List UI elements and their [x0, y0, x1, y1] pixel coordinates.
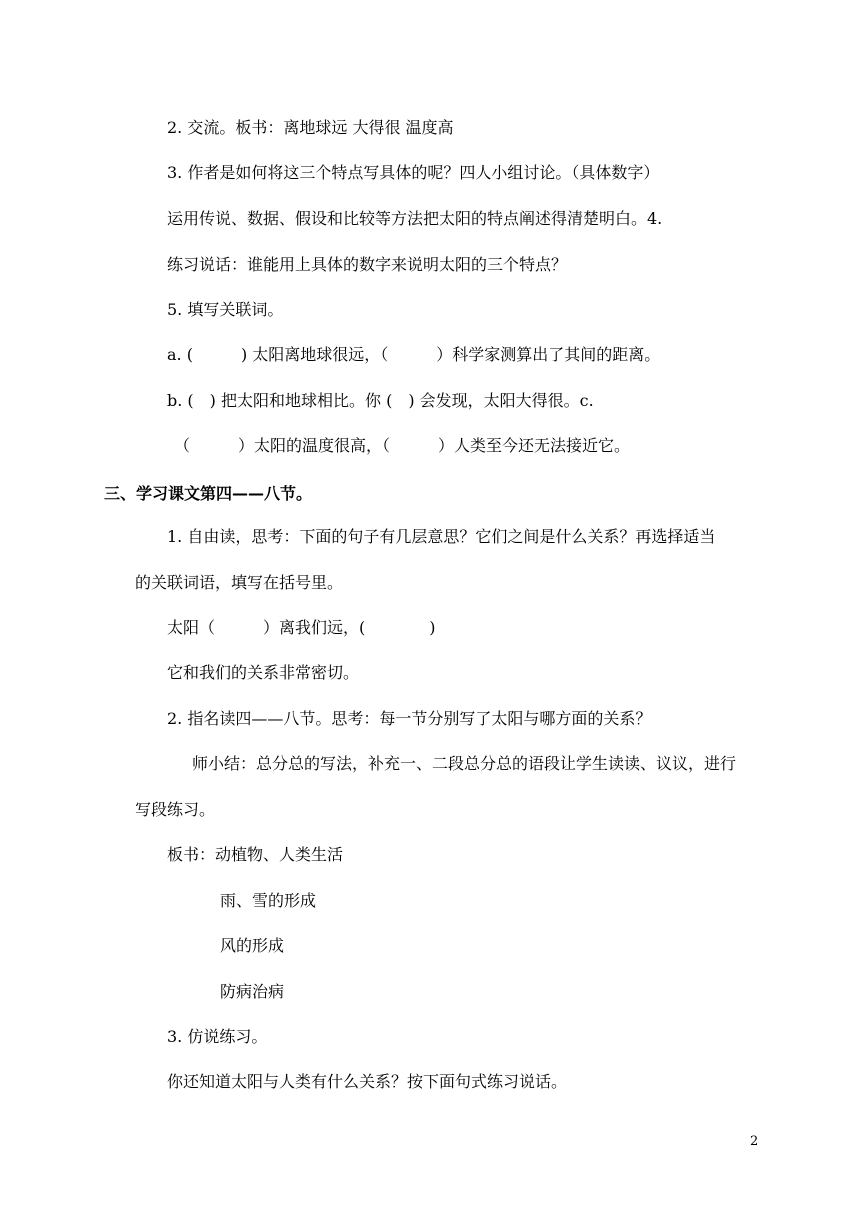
text-line: 板书：动植物、人类生活	[167, 845, 344, 864]
text-line: 1. 自由读，思考：下面的句子有几层意思？它们之间是什么关系？再选择适当	[167, 527, 716, 546]
text-line: （ ）太阳的温度很高，（ ）人类至今还无法接近它。	[174, 436, 631, 455]
text-line: 太阳（ ）离我们远，( )	[167, 618, 436, 637]
text-line: 2. 交流。板书：离地球远 大得很 温度高	[167, 118, 454, 137]
text-line: 你还知道太阳与人类有什么关系？按下面句式练习说话。	[167, 1072, 568, 1091]
text-line: 练习说话：谁能用上具体的数字来说明太阳的三个特点？	[167, 255, 568, 274]
text-line: 3. 仿说练习。	[167, 1027, 268, 1046]
page-number: 2	[750, 1134, 759, 1149]
text-line: 运用传说、数据、假设和比较等方法把太阳的特点阐述得清楚明白。4.	[167, 209, 663, 228]
text-line: 雨、雪的形成	[220, 891, 317, 910]
text-line: 3. 作者是如何将这三个特点写具体的呢？四人小组讨论。（具体数字）	[167, 163, 660, 182]
text-line: 防病治病	[220, 982, 285, 1001]
text-line: 5. 填写关联词。	[167, 300, 284, 319]
text-line: 写段练习。	[135, 800, 216, 819]
text-line: a. ( ) 太阳离地球很远，（ ）科学家测算出了其间的距离。	[167, 345, 661, 364]
text-line: 风的形成	[220, 936, 285, 955]
text-line: 它和我们的关系非常密切。	[167, 663, 360, 682]
text-line: 师小结：总分总的写法，补充一、二段总分总的语段让学生读读、议议，进行	[192, 754, 737, 773]
text-line: 的关联词语，填写在括号里。	[135, 573, 344, 592]
text-line: b. ( ) 把太阳和地球相比。你 ( ) 会发现，太阳大得很。c.	[167, 391, 594, 410]
section-heading: 三、学习课文第四——八节。	[104, 484, 313, 503]
text-line: 2. 指名读四——八节。思考：每一节分别写了太阳与哪方面的关系？	[167, 709, 652, 728]
